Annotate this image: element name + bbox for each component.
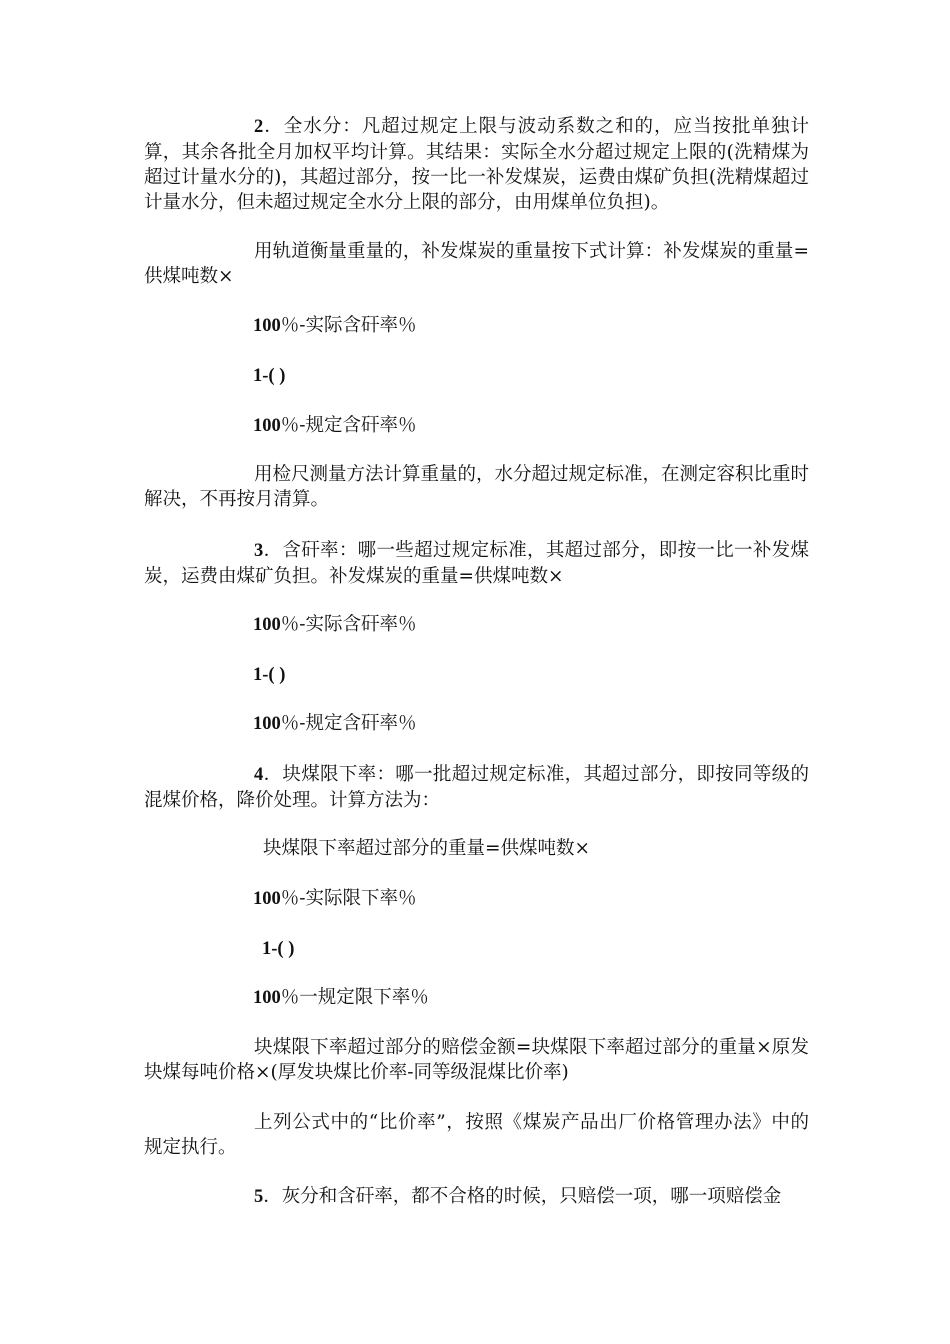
paragraph-ash-and-gangue [144,1184,809,1210]
paragraph-text: ．全水分：凡超过规定上限与波动系数之和的，应当按批单独计算，其余各批全月加权平均计算。其结果：实际全水分超过规定上限的(洗精煤为超过计量水分的)，其超过部分，按一比一补发煤炭，运费由煤矿负担(洗精煤超过计量水分，但未超过规定全水分上限的部分，由用煤单位负担)。 [144,116,809,213]
paragraph-text: ．块煤限下率：哪一批超过规定标准，其超过部分，即按同等级的混煤价格，降价处理。计算方法为： [144,764,809,811]
paragraph-track-scale [144,239,809,289]
paragraph-text: 用轨道衡量重量的，补发煤炭的重量按下式计算：补发煤炭的重量=供煤吨数× [144,241,809,287]
paragraph-ruler-measure [144,462,809,512]
paragraph-lump-undersize [144,762,809,813]
formula-line-numerator: 100％-实际限下率％ [253,888,417,909]
item-number: 2 [254,117,264,137]
paragraph-gangue-rate [144,538,809,589]
formula-line-denominator: 100％-规定含矸率％ [253,713,417,734]
paragraph-text: 上列公式中的“比价率”，按照《煤炭产品出厂价格管理办法》中的规定执行。 [144,1112,809,1158]
formula-line-denominator: 100％一规定限下率％ [253,987,429,1008]
paragraph-compensation-amount [144,1035,809,1085]
formula-lump-weight: 块煤限下率超过部分的重量=供煤吨数× [263,838,591,859]
item-number: 4 [254,765,264,785]
paragraph-price-ratio [144,1110,809,1160]
item-number: 5 [254,1187,264,1207]
paragraph-text: 用检尺测量方法计算重量的，水分超过规定标准，在测定容积比重时解决，不再按月清算。 [144,464,810,510]
formula-line-operator: 1-( ) [262,939,295,959]
paragraph-text: ．灰分和含矸率，都不合格的时候，只赔偿一项，哪一项赔偿金 [263,1186,782,1207]
paragraph-text: 块煤限下率超过部分的赔偿金额=块煤限下率超过部分的重量×原发块煤每吨价格×(厚发块煤比价率-同等级混煤比价率) [144,1037,809,1083]
formula-line-operator: 1-( ) [253,366,286,386]
formula-line-operator: 1-( ) [253,665,286,685]
formula-line-denominator: 100％-规定含矸率％ [253,415,417,436]
paragraph-total-moisture [144,114,809,215]
paragraph-text: ．含矸率：哪一些超过规定标准，其超过部分，即按一比一补发煤炭，运费由煤矿负担。补发煤炭的重量=供煤吨数× [144,540,809,587]
formula-line-numerator: 100％-实际含矸率％ [253,614,417,635]
formula-line-numerator: 100％-实际含矸率％ [253,315,417,336]
item-number: 3 [254,541,264,561]
